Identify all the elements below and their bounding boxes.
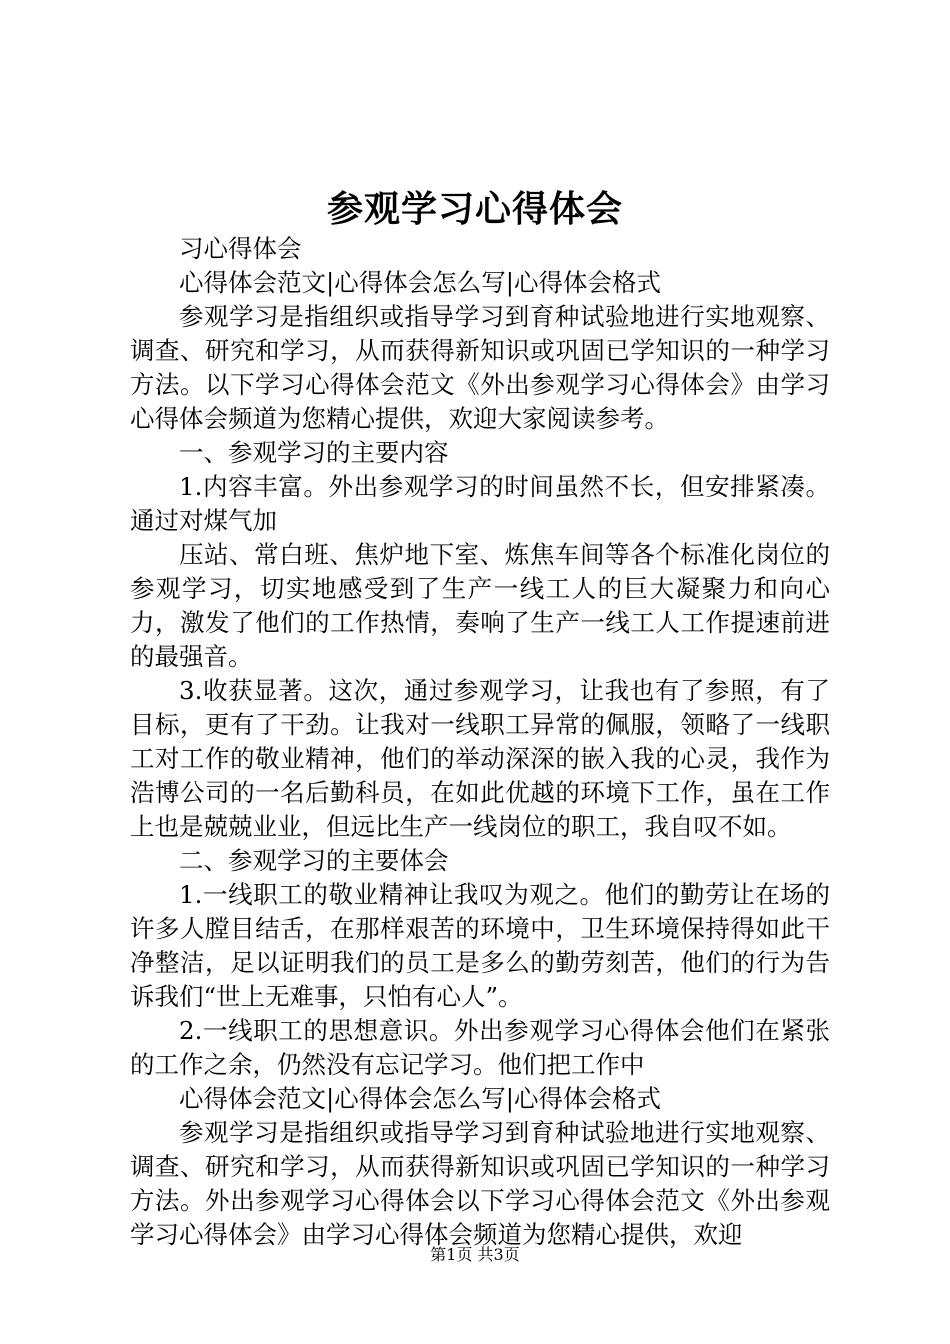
paragraph: 压站、常白班、焦炉地下室、炼焦车间等各个标准化岗位的参观学习，切实地感受到了生产一线工人的巨大凝聚力和向心力，激发了他们的工作热情，奏响了生产一线工人工作提速前进的最强音。 [130, 540, 830, 671]
paragraph: 参观学习是指组织或指导学习到育种试验地进行实地观察、调查、研究和学习，从而获得新知识或巩固已学知识的一种学习方法。外出参观学习心得体会以下学习心得体会范文《外出参观学习心得体会》由学习心得体会频道为您精心提供，欢迎 [130, 1118, 830, 1249]
paragraph: 参观学习是指组织或指导学习到育种试验地进行实地观察、调查、研究和学习，从而获得新知识或巩固已学知识的一种学习方法。以下学习心得体会范文《外出参观学习心得体会》由学习心得体会频道为您精心提供，欢迎大家阅读参考。 [130, 302, 830, 433]
section-heading: 二、参观学习的主要体会 [179, 846, 449, 875]
paragraph: 1.内容丰富。外出参观学习的时间虽然不长，但安排紧凑。通过对煤气加 [130, 472, 830, 535]
page-number-footer: 第1页 共3页 [430, 1245, 520, 1264]
paragraph: 3.收获显著。这次，通过参观学习，让我也有了参照，有了目标，更有了干劲。让我对一线职工异常的佩服，领略了一线职工对工作的敬业精神，他们的举动深深的嵌入我的心灵，我作为浩博公司的一名后勤科员，在如此优越的环境下工作，虽在工作上也是兢兢业业，但远比生产一线岗位的职工，我自叹不如。 [130, 676, 830, 841]
paragraph: 心得体会范文|心得体会怎么写|心得体会格式 [179, 1084, 662, 1113]
document-body [130, 232, 830, 1252]
paragraph: 心得体会范文|心得体会怎么写|心得体会格式 [179, 268, 662, 297]
section-heading: 一、参观学习的主要内容 [179, 438, 449, 467]
paragraph: 习心得体会 [179, 234, 302, 263]
document-title: 参观学习心得体会 [326, 188, 623, 230]
paragraph: 2.一线职工的思想意识。外出参观学习心得体会他们在紧张的工作之余，仍然没有忘记学习。他们把工作中 [130, 1016, 830, 1079]
paragraph: 1.一线职工的敬业精神让我叹为观之。他们的勤劳让在场的许多人膛目结舌，在那样艰苦的环境中，卫生环境保持得如此干净整洁，足以证明我们的员工是多么的勤劳刻苦，他们的行为告诉我们“世上无难事，只怕有心人”。 [130, 880, 830, 1011]
